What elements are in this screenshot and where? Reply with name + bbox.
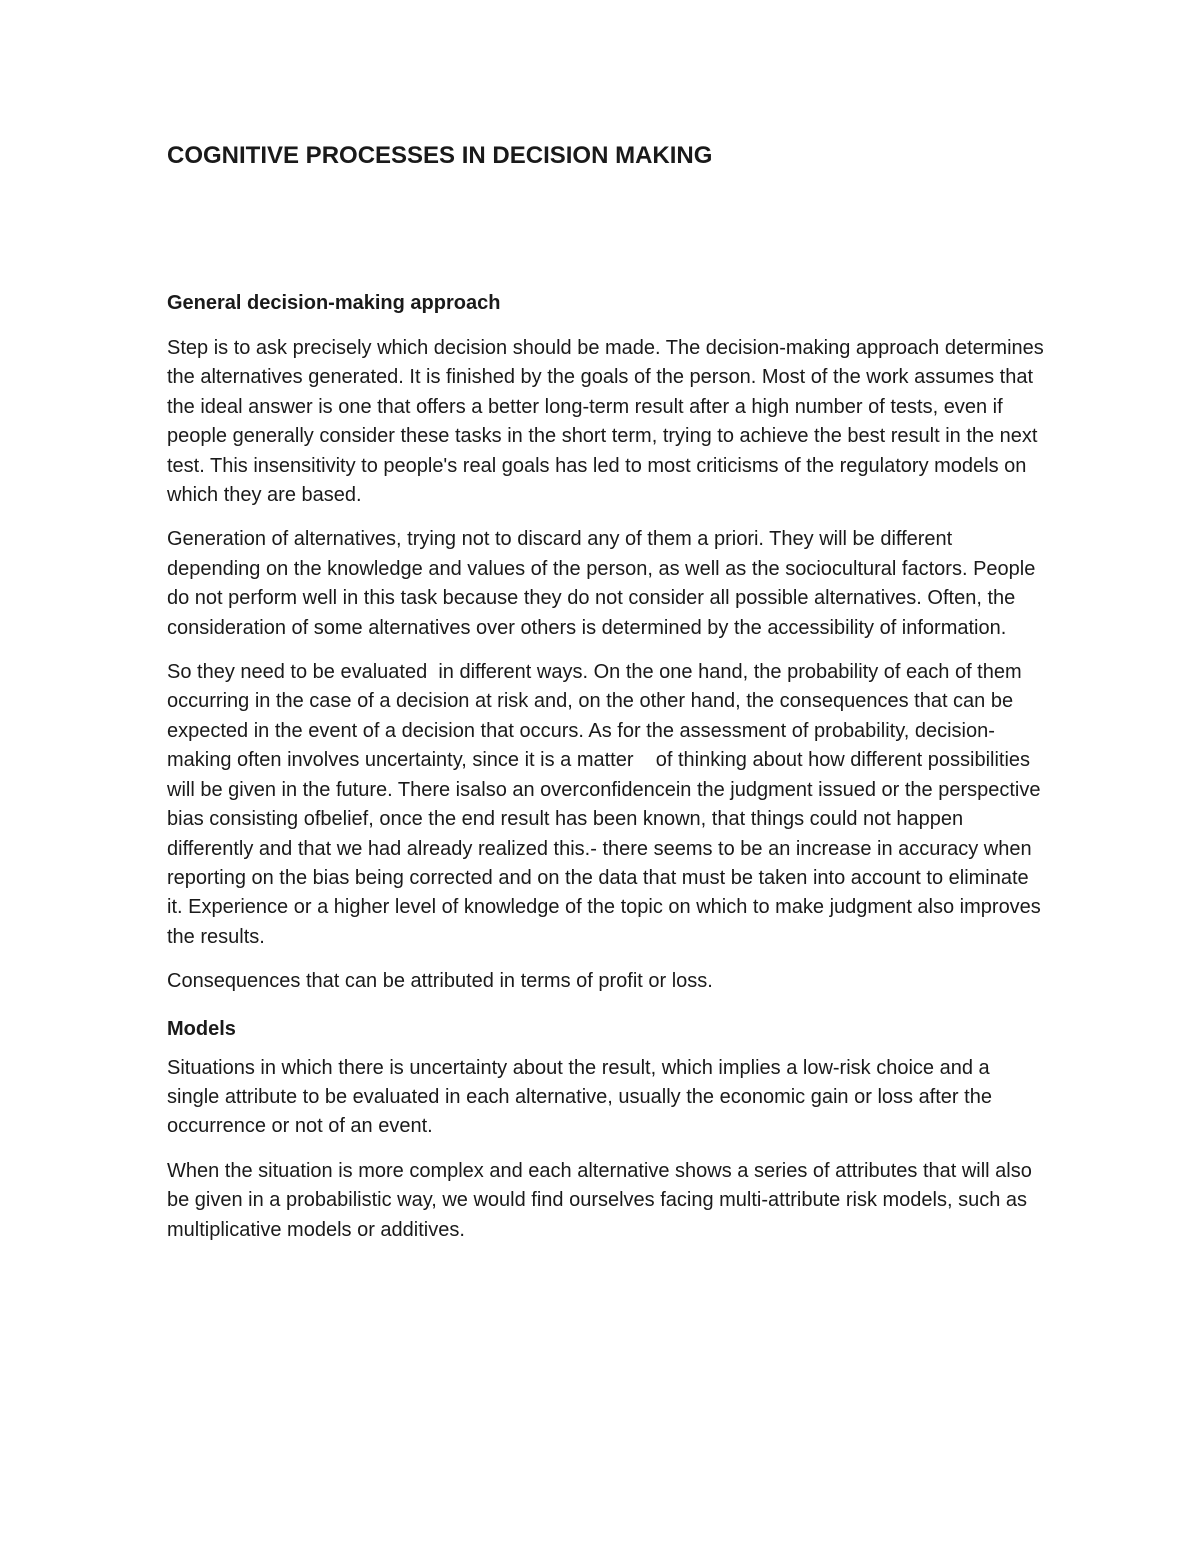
paragraph: Generation of alternatives, trying not to discard any of them a priori. They will be different depending on the knowledge and values of the person, as well as the sociocultural factors. People do not perform well in this task because they do not consider all possible alternatives. Often, the consideration of some alternatives over others is determined by the accessibility of information. xyxy=(167,528,1036,639)
paragraph: Step is to ask precisely which decision should be made. The decision-making approach determines the alternatives generated. It is finished by the goals of the person. Most of the work assumes that the ideal answer is one that offers a better long-term result after a high number of tests, even if people generally consider these tasks in the short term, trying to achieve the best result in the next test. This insensitivity to people's real goals has led to most criticisms of the regulatory models on which they are based. xyxy=(167,337,1050,507)
document-body xyxy=(167,286,1050,1260)
paragraph: Situations in which there is uncertainty about the result, which implies a low-risk choice and a single attribute to be evaluated in each alternative, usually the economic gain or loss after the occurrence or not of an event. xyxy=(167,1056,992,1138)
paragraph: When the situation is more complex and each alternative shows a series of attributes that will also be given in a probabilistic way, we would find ourselves facing multi-attribute risk models, such as multiplicative models or additives. xyxy=(167,1159,1032,1241)
paragraph: So they need to be evaluated in different ways. On the one hand, the probability of each of them occurring in the case of a decision at risk and, on the other hand, the consequences that can be expected in the event of a decision that occurs. As for the assessment of probability, decision-making often involves uncertainty, since it is a matter of thinking about how different possibilities will be given in the future. There isalso an overconfidencein the judgment issued or the perspective bias consisting ofbelief, once the end result has been known, that things could not happen differently and that we had already realized this.- there seems to be an increase in accuracy when reporting on the bias being corrected and on the data that must be taken into account to eliminate it. Experience or a higher level of knowledge of the topic on which to make judgment also improves the results. xyxy=(167,661,1047,948)
document-title: COGNITIVE PROCESSES IN DECISION MAKING xyxy=(167,142,713,169)
section-heading-general-approach: General decision-making approach xyxy=(167,292,501,314)
paragraph: Consequences that can be attributed in terms of profit or loss. xyxy=(167,970,713,993)
section-heading-models: Models xyxy=(167,1017,236,1040)
